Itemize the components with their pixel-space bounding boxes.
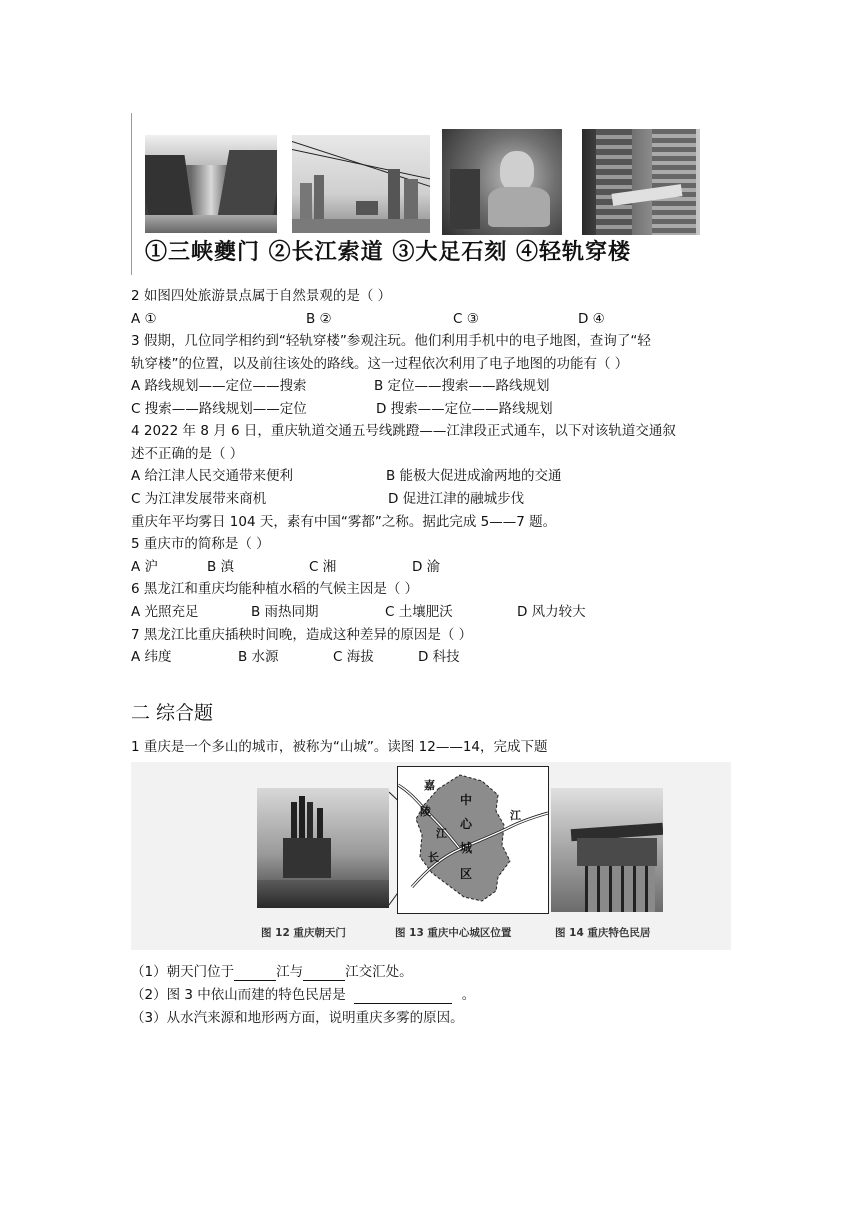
map-label-zhong: 中 <box>460 793 473 807</box>
q6-option-b: B 雨热同期 <box>251 604 319 620</box>
q7-stem: 7 黑龙江比重庆插秧时间晚，造成这种差异的原因是（ ） <box>131 627 473 643</box>
map-label-ling: 陵 <box>420 805 431 818</box>
section2-q1-stem: 1 重庆是一个多山的城市，被称为“山城”。读图 12——14，完成下题 <box>131 739 548 755</box>
fig12-caption: 图 12 重庆朝天门 <box>261 927 346 939</box>
q3-option-c: C 搜索——路线规划——定位 <box>131 401 307 417</box>
map-label-cheng: 城 <box>460 841 473 855</box>
q2-option-c: C ③ <box>453 311 479 327</box>
q4-option-b: B 能极大促进成渝两地的交通 <box>386 468 562 484</box>
q2-option-a: A ① <box>131 311 157 327</box>
map-label-jiang-right: 江 <box>510 809 521 822</box>
q3-stem-line2: 轨穿楼”的位置，以及前往该处的路线。这一过程依次利用了电子地图的功能有（ ） <box>131 356 629 372</box>
sub1-post-text: 江交汇处。 <box>345 964 413 980</box>
fig14-caption: 图 14 重庆特色民居 <box>555 927 651 939</box>
photo-kuimen <box>145 135 277 233</box>
sub2-pre-text: （2）图 3 中依山而建的特色民居是 <box>131 987 346 1003</box>
q6-option-d: D 风力较大 <box>517 604 586 620</box>
q4-option-a: A 给江津人民交通带来便利 <box>131 468 294 484</box>
q5-option-a: A 沪 <box>131 559 159 575</box>
map-label-qu: 区 <box>460 867 473 881</box>
q4-stem-line2: 述不正确的是（ ） <box>131 446 244 462</box>
section-title: 二 综合题 <box>131 702 214 724</box>
sub1-blank-1[interactable] <box>234 966 276 981</box>
intro-5-7: 重庆年平均雾日 104 天，素有中国“雾都”之称。据此完成 5——7 题。 <box>131 514 557 530</box>
q5-stem: 5 重庆市的简称是（ ） <box>131 536 270 552</box>
sub1-mid-text: 江与 <box>276 964 304 980</box>
map-label-jia: 嘉 <box>424 779 435 792</box>
q6-option-a: A 光照充足 <box>131 604 199 620</box>
q2-stem: 2 如图四处旅游景点属于自然景观的是（ ） <box>131 288 392 304</box>
sub1-blank-2[interactable] <box>303 966 345 981</box>
q4-stem-line1: 4 2022 年 8 月 6 日，重庆轨道交通五号线跳蹬——江津段正式通车，以下对该轨道交通叙 <box>131 423 676 439</box>
photo-cableway <box>292 135 430 233</box>
sub-question-3: （3）从水汽来源和地形两方面，说明重庆多雾的原因。 <box>131 1010 464 1026</box>
sub1-pre-text: （1）朝天门位于 <box>131 964 235 980</box>
q5-option-c: C 湘 <box>309 559 337 575</box>
photo-stilt-house <box>551 788 663 912</box>
q4-option-d: D 促进江津的融城步伐 <box>388 491 525 507</box>
scenic-caption: ①三峡夔门 ②长江索道 ③大足石刻 ④轻轨穿楼 <box>145 239 631 265</box>
q3-option-a: A 路线规划——定位——搜索 <box>131 378 307 394</box>
sub-question-1 <box>131 963 413 981</box>
photo-light-rail <box>582 129 700 235</box>
scenic-figure <box>131 113 732 275</box>
map-label-jiang-left: 江 <box>436 827 447 840</box>
q7-option-a: A 纬度 <box>131 649 172 665</box>
q4-option-c: C 为江津发展带来商机 <box>131 491 267 507</box>
map-label-chang: 长 <box>428 851 439 864</box>
sub-question-2 <box>131 986 475 1004</box>
map-central-district <box>397 766 549 914</box>
photo-dazu <box>442 129 562 235</box>
q5-option-d: D 渝 <box>412 559 441 575</box>
q6-stem: 6 黑龙江和重庆均能种植水稻的气候主因是（ ） <box>131 581 419 597</box>
q3-option-d: D 搜索——定位——路线规划 <box>376 401 553 417</box>
q2-option-d: D ④ <box>578 311 605 327</box>
q7-option-d: D 科技 <box>418 649 460 665</box>
q2-option-b: B ② <box>306 311 332 327</box>
sub2-post-text: 。 <box>461 987 476 1003</box>
photo-chaotianmen <box>257 788 389 908</box>
figures-12-14 <box>131 762 731 950</box>
map-label-xin: 心 <box>460 817 473 831</box>
fig13-caption: 图 13 重庆中心城区位置 <box>395 927 512 939</box>
q6-option-c: C 土壤肥沃 <box>385 604 453 620</box>
q3-stem-line1: 3 假期，几位同学相约到“轻轨穿楼”参观注玩。他们利用手机中的电子地图，查询了“轻 <box>131 333 651 349</box>
q5-option-b: B 滇 <box>207 559 235 575</box>
q7-option-b: B 水源 <box>238 649 279 665</box>
q3-option-b: B 定位——搜索——路线规划 <box>374 378 550 394</box>
sub2-blank[interactable] <box>354 989 452 1004</box>
q7-option-c: C 海拔 <box>333 649 374 665</box>
